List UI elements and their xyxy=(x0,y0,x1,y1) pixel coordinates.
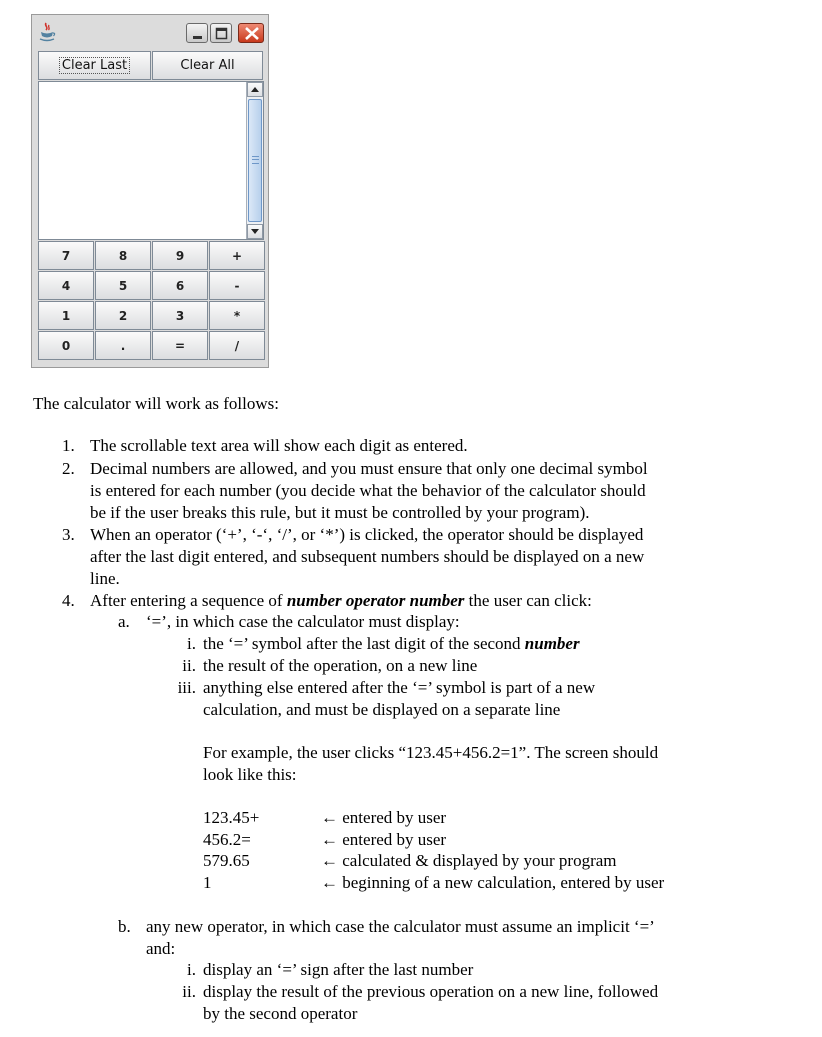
roman-text-emphasis: number xyxy=(524,634,580,653)
close-button[interactable] xyxy=(238,23,264,43)
roman-text: display an ‘=’ sign after the last number xyxy=(203,960,474,979)
example-value: 1 xyxy=(203,873,212,892)
example-value: 123.45+ xyxy=(203,808,260,827)
display-text-area[interactable] xyxy=(38,81,264,240)
sub-marker: b. xyxy=(118,917,131,936)
key-divide[interactable]: / xyxy=(209,331,265,360)
clear-all-button[interactable]: Clear All xyxy=(152,51,263,80)
roman-text: display the result of the previous operation on a new line, followed xyxy=(203,982,659,1001)
sub-text: ‘=’, in which case the calculator must display: xyxy=(146,612,460,631)
sub-text: any new operator, in which case the calculator must assume an implicit ‘=’ xyxy=(146,917,655,936)
roman-marker: i. xyxy=(187,634,196,653)
grip-icon xyxy=(252,156,259,164)
list-text-emphasis: number operator number xyxy=(286,591,465,610)
example-note: ← entered by user xyxy=(321,808,447,827)
list-text: after the last digit entered, and subsequent numbers should be displayed on a new xyxy=(90,547,645,566)
calculator-window xyxy=(31,14,269,368)
list-number: 3. xyxy=(62,525,75,544)
key-decimal[interactable]: . xyxy=(95,331,151,360)
example-text: For example, the user clicks “123.45+456.2=1”. The screen should xyxy=(203,743,659,762)
vertical-scrollbar[interactable] xyxy=(246,82,263,239)
list-text: is entered for each number (you decide what the behavior of the calculator should xyxy=(90,481,646,500)
keypad xyxy=(38,241,264,361)
clear-last-label: Clear Last xyxy=(59,57,130,74)
list-text: When an operator (‘+’, ‘-‘, ‘/’, or ‘*’) is clicked, the operator should be displayed xyxy=(90,525,644,544)
key-8[interactable]: 8 xyxy=(95,241,151,270)
roman-text: by the second operator xyxy=(203,1004,358,1023)
key-9[interactable]: 9 xyxy=(152,241,208,270)
clear-last-button[interactable] xyxy=(38,51,151,80)
key-equals[interactable]: = xyxy=(152,331,208,360)
list-text: line. xyxy=(90,569,120,588)
roman-text-pre: the ‘=’ symbol after the last digit of the second xyxy=(203,634,525,653)
list-text xyxy=(90,590,730,611)
key-minus[interactable]: - xyxy=(209,271,265,300)
key-3[interactable]: 3 xyxy=(152,301,208,330)
key-multiply[interactable]: * xyxy=(209,301,265,330)
close-icon xyxy=(239,24,265,44)
roman-text: the result of the operation, on a new line xyxy=(203,656,478,675)
scroll-up-button[interactable] xyxy=(247,82,263,97)
list-number: 1. xyxy=(62,436,75,455)
minimize-icon xyxy=(187,24,209,44)
arrow-down-icon xyxy=(248,225,262,238)
roman-marker: ii. xyxy=(182,656,196,675)
list-number: 2. xyxy=(62,459,75,478)
list-text-post: the user can click: xyxy=(464,591,592,610)
example-value: 456.2= xyxy=(203,830,251,849)
list-text: The scrollable text area will show each digit as entered. xyxy=(90,436,468,455)
scroll-down-button[interactable] xyxy=(247,224,263,239)
example-note: ← calculated & displayed by your program xyxy=(321,851,617,870)
sub-marker: a. xyxy=(118,612,130,631)
maximize-icon xyxy=(211,24,233,44)
key-7[interactable]: 7 xyxy=(38,241,94,270)
title-bar xyxy=(32,15,268,49)
key-0[interactable]: 0 xyxy=(38,331,94,360)
key-5[interactable]: 5 xyxy=(95,271,151,300)
example-value: 579.65 xyxy=(203,851,250,870)
roman-marker: i. xyxy=(187,960,196,979)
roman-text: calculation, and must be displayed on a separate line xyxy=(203,700,561,719)
maximize-button[interactable] xyxy=(210,23,232,43)
list-number: 4. xyxy=(62,591,75,610)
sub-text: and: xyxy=(146,939,176,958)
key-6[interactable]: 6 xyxy=(152,271,208,300)
example-note: ← beginning of a new calculation, entered by user xyxy=(321,873,665,892)
arrow-up-icon xyxy=(248,83,262,96)
key-2[interactable]: 2 xyxy=(95,301,151,330)
java-coffee-icon xyxy=(38,22,56,42)
list-text: Decimal numbers are allowed, and you must ensure that only one decimal symbol xyxy=(90,459,648,478)
key-1[interactable]: 1 xyxy=(38,301,94,330)
scroll-thumb[interactable] xyxy=(248,99,262,222)
list-text: be if the user breaks this rule, but it must be controlled by your program). xyxy=(90,503,590,522)
roman-marker: ii. xyxy=(182,982,196,1001)
roman-text xyxy=(203,633,580,654)
roman-marker: iii. xyxy=(177,678,196,697)
example-note: ← entered by user xyxy=(321,830,447,849)
key-plus[interactable]: + xyxy=(209,241,265,270)
roman-text: anything else entered after the ‘=’ symbol is part of a new xyxy=(203,678,596,697)
minimize-button[interactable] xyxy=(186,23,208,43)
key-4[interactable]: 4 xyxy=(38,271,94,300)
intro-paragraph: The calculator will work as follows: xyxy=(33,394,279,413)
example-text: look like this: xyxy=(203,765,297,784)
list-text-pre: After entering a sequence of xyxy=(90,591,287,610)
